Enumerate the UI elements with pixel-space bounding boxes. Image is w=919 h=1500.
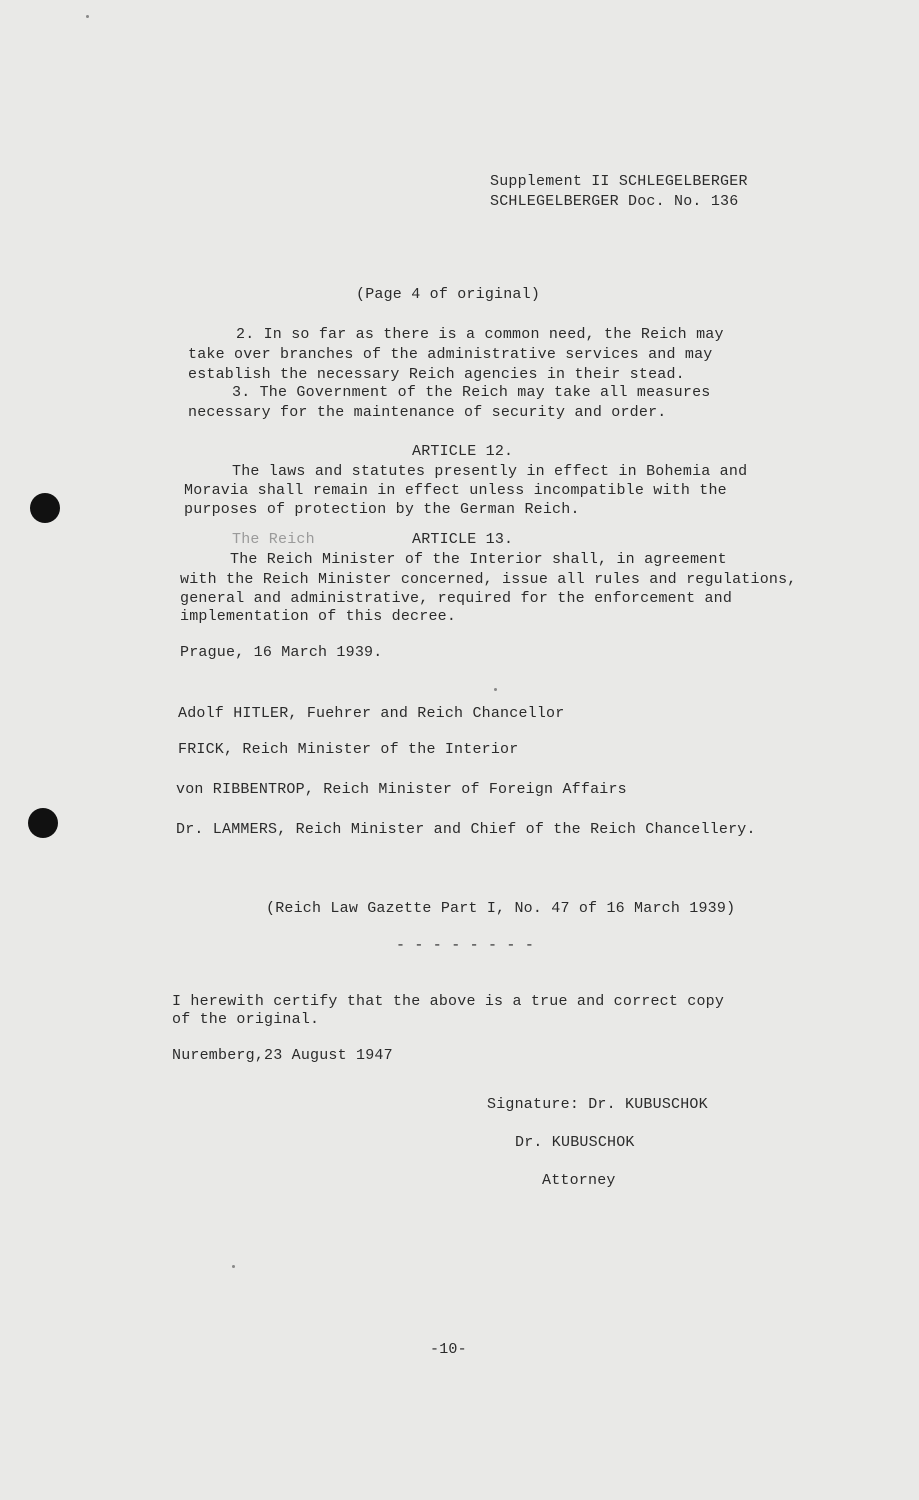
gazette-citation: (Reich Law Gazette Part I, No. 47 of 16 March 1939) (266, 900, 736, 917)
header-doc-number: SCHLEGELBERGER Doc. No. 136 (490, 193, 739, 210)
article12-heading: ARTICLE 12. (412, 443, 514, 460)
para2-line: 2. In so far as there is a common need, the Reich may (236, 326, 724, 343)
article13-heading: ARTICLE 13. (412, 531, 514, 548)
paper-speck (86, 15, 89, 18)
article12-line: The laws and statutes presently in effect in Bohemia and (232, 463, 748, 480)
signature-line: Signature: Dr. KUBUSCHOK (487, 1096, 708, 1113)
article13-line: The Reich Minister of the Interior shall, in agreement (230, 551, 727, 568)
article12-line: purposes of protection by the German Reich. (184, 501, 580, 518)
article13-line: general and administrative, required for the enforcement and (180, 590, 733, 607)
signature-title: Attorney (542, 1172, 616, 1189)
article13-struck-text: The Reich (232, 531, 315, 548)
paper-speck (232, 1265, 235, 1268)
page-note: (Page 4 of original) (356, 286, 541, 303)
divider: - - - - - - - - (396, 937, 535, 954)
article13-line: implementation of this decree. (180, 608, 457, 625)
header-supplement: Supplement II SCHLEGELBERGER (490, 173, 748, 190)
punch-hole-icon (30, 493, 60, 523)
signatory-frick: FRICK, Reich Minister of the Interior (178, 741, 519, 758)
punch-hole-icon (28, 808, 58, 838)
signature-name: Dr. KUBUSCHOK (515, 1134, 635, 1151)
article13-line: with the Reich Minister concerned, issue all rules and regulations, (180, 571, 797, 588)
signatory-ribbentrop: von RIBBENTROP, Reich Minister of Foreign Affairs (176, 781, 627, 798)
signatory-lammers: Dr. LAMMERS, Reich Minister and Chief of the Reich Chancellery. (176, 821, 756, 838)
para3-line: 3. The Government of the Reich may take all measures (232, 384, 711, 401)
place-date: Prague, 16 March 1939. (180, 644, 383, 661)
para3-line: necessary for the maintenance of security and order. (188, 404, 667, 421)
certification-line: of the original. (172, 1011, 320, 1028)
para2-line: take over branches of the administrative services and may (188, 346, 713, 363)
paper-speck (494, 688, 497, 691)
page-number: -10- (430, 1341, 467, 1358)
certification-place-date: Nuremberg,23 August 1947 (172, 1047, 393, 1064)
article12-line: Moravia shall remain in effect unless incompatible with the (184, 482, 727, 499)
signatory-hitler: Adolf HITLER, Fuehrer and Reich Chancellor (178, 705, 565, 722)
para2-line: establish the necessary Reich agencies in their stead. (188, 366, 685, 383)
certification-line: I herewith certify that the above is a true and correct copy (172, 993, 725, 1010)
